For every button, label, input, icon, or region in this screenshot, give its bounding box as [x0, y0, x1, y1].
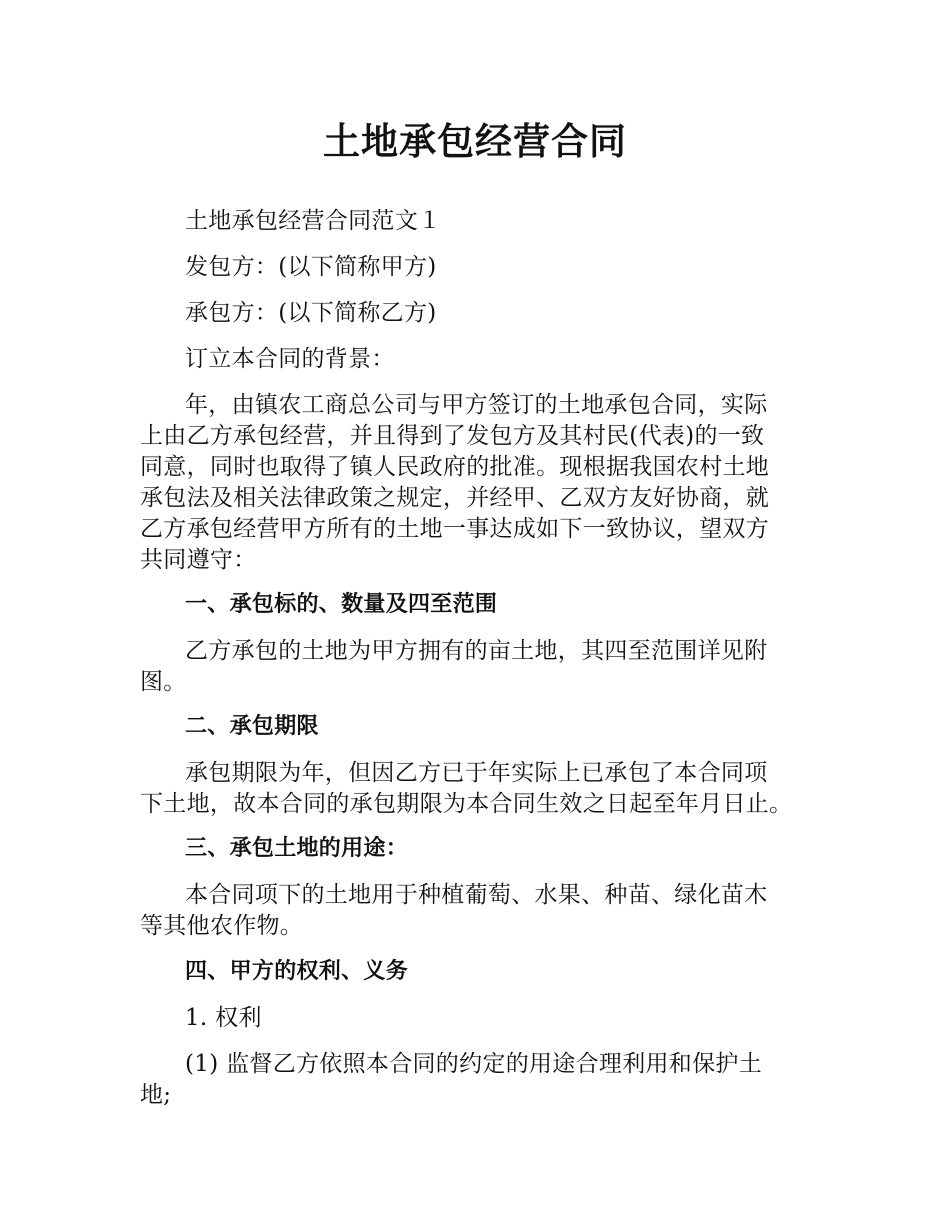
background-line: 同意，同时也取得了镇人民政府的批准。现根据我国农村土地: [140, 454, 770, 480]
party-a-line: 发包方：(以下简称甲方): [185, 254, 437, 280]
background-line: 共同遵守：: [140, 547, 257, 573]
section-2-heading: 二、承包期限: [185, 714, 319, 739]
background-line: 年，由镇农工商总公司与甲方签订的土地承包合同，实际: [185, 392, 768, 418]
rights-label: 1. 权利: [185, 1005, 262, 1031]
background-label: 订立本合同的背景：: [185, 346, 395, 372]
section-3-line: 本合同项下的土地用于种植葡萄、水果、种苗、绿化苗木: [185, 882, 768, 908]
right-1-line: 地;: [140, 1082, 172, 1108]
document-title: 土地承包经营合同: [323, 120, 627, 163]
section-1-line: 乙方承包的土地为甲方拥有的亩土地，其四至范围详见附: [185, 638, 768, 664]
party-b-line: 承包方：(以下简称乙方): [185, 300, 437, 326]
section-3-line: 等其他农作物。: [140, 913, 304, 939]
section-2-line: 下土地，故本合同的承包期限为本合同生效之日起至年月日止。: [140, 791, 793, 817]
background-line: 上由乙方承包经营，并且得到了发包方及其村民(代表)的一致: [140, 423, 765, 449]
section-4-heading: 四、甲方的权利、义务: [185, 959, 409, 984]
document-subtitle: 土地承包经营合同范文１: [185, 208, 442, 234]
background-line: 承包法及相关法律政策之规定，并经甲、乙双方友好协商，就: [140, 485, 770, 511]
section-2-line: 承包期限为年，但因乙方已于年实际上已承包了本合同项: [185, 760, 768, 786]
right-1-line: (1) 监督乙方依照本合同的约定的用途合理利用和保护土: [185, 1051, 762, 1077]
background-line: 乙方承包经营甲方所有的土地一事达成如下一致协议，望双方: [140, 516, 770, 542]
section-3-heading: 三、承包土地的用途：: [185, 836, 409, 861]
section-1-heading: 一、承包标的、数量及四至范围: [185, 592, 498, 617]
section-1-line: 图。: [140, 669, 187, 695]
